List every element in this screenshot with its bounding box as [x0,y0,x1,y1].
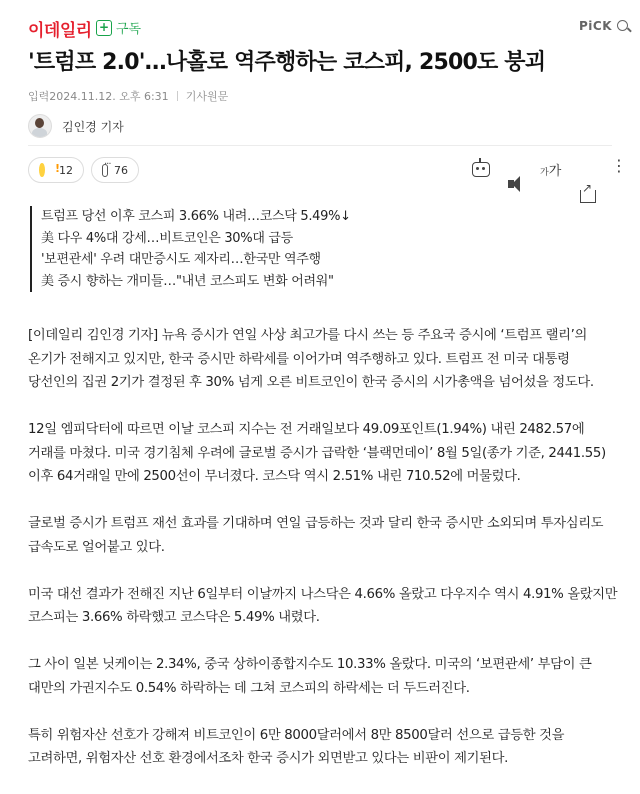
body-paragraph: 특히 위험자산 선호가 강해져 비트코인이 6만 8000달러에서 8만 8500달러 선으로 급등한 것을 고려하면, 위험자산 선호 환경에서조차 한국 증시가 외면받고 있다는 비판이 제기된다. [28,727,565,766]
body-paragraph: 12일 엠피닥터에 따르면 이날 코스피 지수는 전 거래일보다 49.09포인트(1.94%) 내린 2482.57에 거래를 마쳤다. 미국 경기침체 우려에 글로벌 증시가 급락한 ‘블랙먼데이’ 8월 5일(종가 기준, 2441.55) 이후 64거래일 만에 2500선이 무너졌다. 코스닥 역시 2.51% 내린 710.52에 머물렀다. [28,422,606,484]
body-paragraph: 글로벌 증시가 트럼프 재선 효과를 기대하며 연일 급등하는 것과 달리 한국 증시만 소외되며 투자심리도 급속도로 얼어붙고 있다. [28,516,604,555]
author-info[interactable] [28,114,124,138]
body-paragraph: 그 사이 일본 닛케이는 2.34%, 중국 상하이종합지수도 10.33% 올랐다. 미국의 ‘보편관세’ 부담이 큰 대만의 가권지수도 0.54% 하락하는 데 그쳐 코스피의 하락세는 더 두드러진다. [28,657,592,696]
publish-date: 입력2024.11.12. 오후 6:31 [28,90,169,103]
author-avatar [28,114,52,138]
article-body [28,324,618,794]
summary-line: 美 증시 향하는 개미들…"내년 코스피도 변화 어려워" [41,273,334,289]
summary-line: '보편관세' 우려 대만증시도 제자리…한국만 역주행 [41,252,321,267]
plus-icon: + [96,20,112,36]
reaction-button[interactable] [28,157,84,183]
share-icon[interactable] [580,190,596,203]
speaker-icon[interactable] [508,180,514,188]
ai-summary-icon[interactable] [472,162,490,177]
comment-button[interactable] [91,157,139,183]
summary-line: 트럼프 당선 이후 코스피 3.66% 내려…코스닥 5.49%↓ [41,209,351,224]
comment-icon [102,164,108,177]
pick-label[interactable]: PiCK [579,19,613,33]
body-paragraph: [이데일리 김인경 기자] 뉴욕 증시가 연일 사상 최고가를 다시 쓰는 등 주요국 증시에 ‘트럼프 랠리’의 온기가 전해지고 있지만, 한국 증시만 하락세를 이어가며 역주행하고 있다. 트럼프 전 미국 대통령 당선인의 집권 2기가 결정된 후 30% 넘게 오른 비트코인이 한국 증시의 시가총액을 넘어섰을 정도다. [28,328,594,390]
font-size-button[interactable]: 가가 [540,164,562,179]
top-bar [0,0,640,48]
subscribe-label: 구독 [116,22,142,37]
divider [28,145,612,146]
press-logo[interactable]: 이데일리 [28,21,92,41]
reaction-count: 12 [59,163,73,177]
search-icon[interactable] [617,20,628,31]
subscribe-button[interactable] [96,18,141,37]
summary-line: 美 다우 4%대 강세…비트코인은 30%대 급등 [41,230,293,246]
article-summary [30,206,351,292]
comment-count: 76 [114,163,128,177]
author-name: 김인경 기자 [62,119,124,134]
article-meta [28,88,228,104]
body-paragraph: 미국 대선 결과가 전해진 지난 6일부터 이날까지 나스닥은 4.66% 올랐고 다우지수 역시 4.91% 올랐지만 코스피는 3.66% 하락했고 코스닥은 5.49% 내렸다. [28,586,618,625]
reaction-emoji-icon [39,163,45,177]
more-options-icon[interactable]: ⋮ [611,156,627,175]
article-title: '트럼프 2.0'…나홀로 역주행하는 코스피, 2500도 붕괴 [28,50,546,75]
original-article-link[interactable]: 기사원문 [185,90,229,103]
meta-divider [177,91,178,101]
